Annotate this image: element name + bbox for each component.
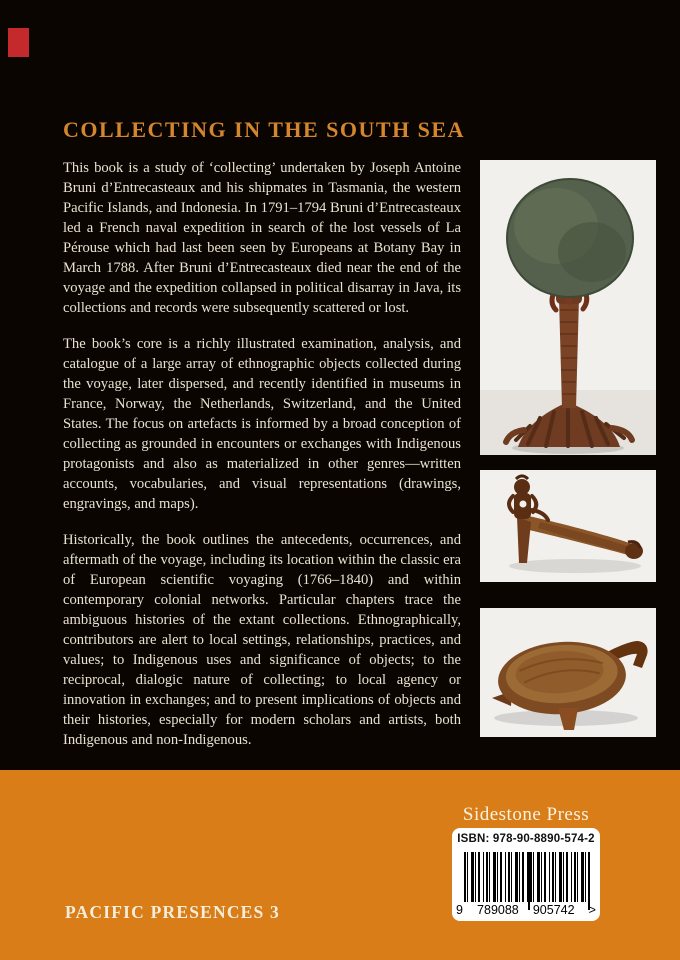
isbn-label: ISBN: 978-90-8890-574-2	[457, 833, 595, 845]
carved-adze-illustration	[480, 470, 656, 582]
isbn-barcode-box	[452, 828, 600, 921]
barcode-digit-group2: 905742	[532, 903, 575, 917]
barcode-arrow: >	[588, 903, 596, 917]
book-title: COLLECTING IN THE SOUTH SEA	[63, 117, 465, 142]
blurb-paragraph-1: This book is a study of ‘collecting’ undertaken by Joseph Antoine Bruni d’Entrecasteaux and his shipmates in Tasmania, the western Pacific Islands, and Indonesia. In 1791–1794 Bruni d’Entrecasteaux led a French naval expedition in search of the lost vessels of La Pérouse which had last been seen by Europeans at Botany Bay in March 1788. After Bruni d’Entrecasteaux died near the end of the voyage and the expedition collapsed in political disarray in Java, its collections and records were subsequently scattered or lost.	[63, 160, 461, 316]
barcode-digits	[454, 903, 598, 917]
barcode-guard-mid	[528, 852, 530, 910]
publisher-name: Sidestone Press	[462, 804, 590, 825]
bookmark-ribbon[interactable]	[8, 28, 29, 57]
stone-club-photo	[480, 160, 656, 455]
barcode	[464, 852, 590, 902]
blurb-column	[63, 117, 465, 766]
wooden-bowl-illustration	[480, 608, 656, 737]
carved-adze-photo	[480, 470, 656, 582]
series-label: PACIFIC PRESENCES 3	[65, 902, 281, 922]
wooden-bowl-photo	[480, 608, 656, 737]
barcode-digit-lead: 9	[456, 903, 463, 917]
blurb-paragraph-3: Historically, the book outlines the antecedents, occurrences, and aftermath of the voyage, including its location within the classic era of European scientific voyaging (1766–1840) and within contemporary colonial networks. Particular chapters trace the ambiguous histories of the extant collections. Ethnographically, contributors are alert to local settings, relationships, practices, and values; to Indigenous uses and significance of objects; to the reciprocal, dialogic nature of collecting; to local agency or innovation in exchanges; and to present implications of objects and their histories, especially for modern scholars and artists, both Indigenous and non-Indigenous.	[63, 532, 461, 748]
blurb-paragraph-2: The book’s core is a richly illustrated examination, analysis, and catalogue of a large array of ethnographic objects collected during the voyage, later dispersed, and recently identified in museums in France, Norway, the Netherlands, Switzerland, and the United States. The focus on artefacts is informed by a broad conception of collecting as grounded in encounters or exchanges with Indigenous protagonists and also as materialized in other genres—written accounts, vocabularies, and visual representations (drawings, engravings, and maps).	[63, 336, 461, 512]
stone-club-illustration	[480, 160, 656, 455]
barcode-guard-right	[588, 852, 590, 910]
footer-band	[0, 770, 680, 960]
barcode-digit-group1: 789088	[477, 903, 519, 917]
